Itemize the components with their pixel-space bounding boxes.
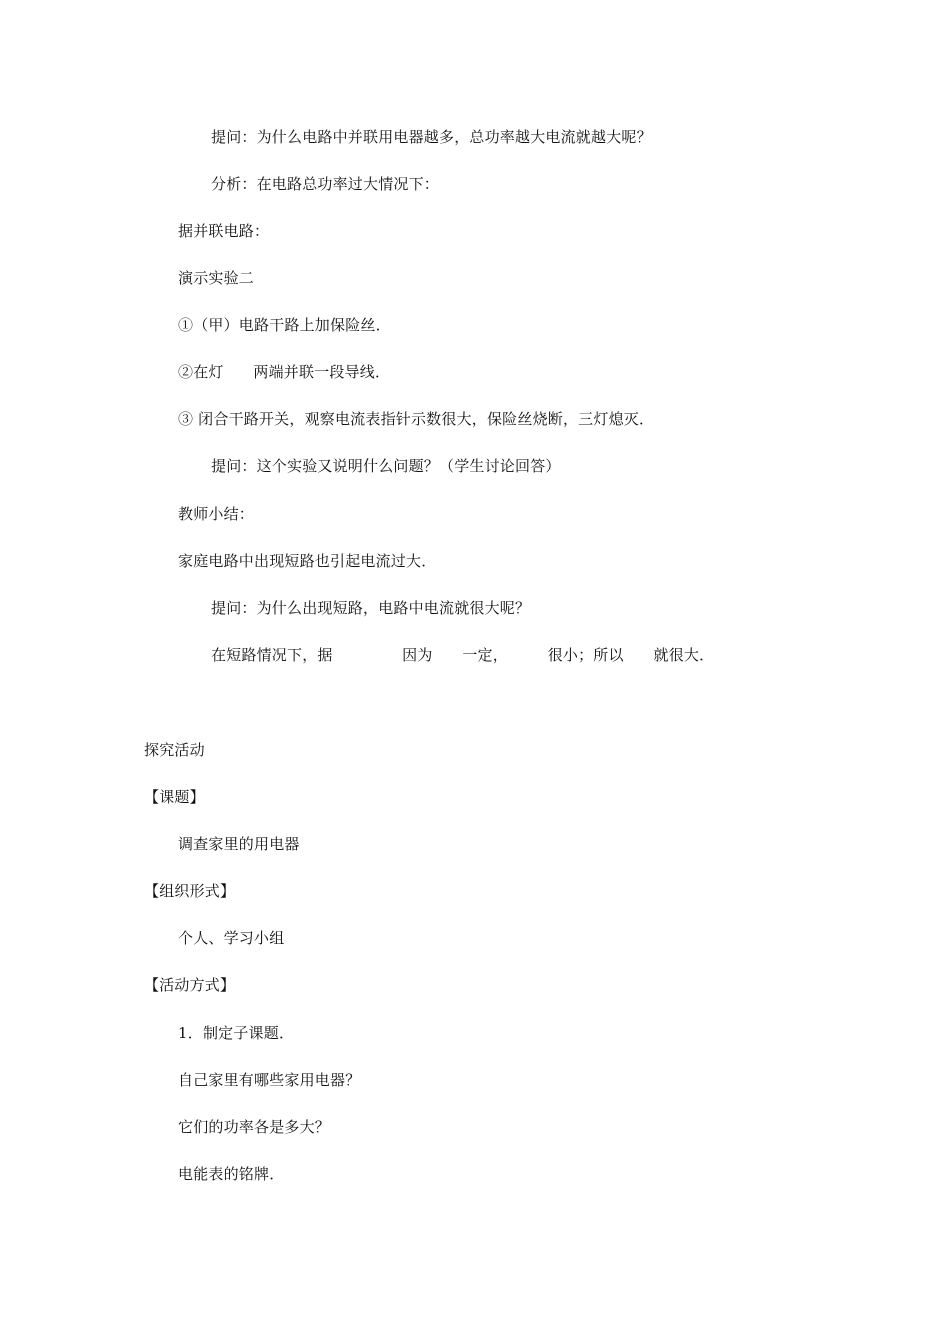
method-step-1: 1．制定子课题．: [178, 1024, 295, 1042]
organization-text: 个人、学习小组: [178, 929, 285, 947]
activity-method-label: 【活动方式】: [144, 976, 236, 994]
experiment-step-1: ①（甲）电路干路上加保险丝．: [178, 316, 391, 334]
topic-label: 【课题】: [144, 788, 205, 806]
question-experiment: 提问：这个实验又说明什么问题？（学生讨论回答）: [211, 457, 561, 475]
sub-question-meter: 电能表的铭牌．: [178, 1165, 285, 1183]
sub-question-appliances: 自己家里有哪些家用电器？: [178, 1071, 361, 1089]
teacher-summary-label: 教师小结：: [178, 505, 255, 523]
experiment-step-3: ③ 闭合干路开关，观察电流表指针示数很大，保险丝烧断，三灯熄灭．: [178, 410, 655, 428]
analysis-overpower: 分析：在电路总功率过大情况下：: [211, 175, 440, 193]
demo-experiment-heading: 演示实验二: [178, 269, 255, 287]
sub-question-power: 它们的功率各是多大？: [178, 1118, 331, 1136]
topic-text: 调查家里的用电器: [178, 835, 300, 853]
parallel-circuit-note: 据并联电路：: [178, 222, 270, 240]
short-circuit-explanation: 在短路情况下，据 因为 一定， 很小；所以 就很大．: [211, 646, 715, 664]
short-circuit-statement: 家庭电路中出现短路也引起电流过大．: [178, 552, 437, 570]
experiment-step-2: ②在灯 两端并联一段导线．: [178, 363, 391, 381]
organization-label: 【组织形式】: [144, 882, 236, 900]
inquiry-activity-heading: 探究活动: [144, 741, 205, 759]
question-short-circuit: 提问：为什么出现短路，电路中电流就很大呢？: [211, 599, 531, 617]
question-parallel-power: 提问：为什么电路中并联用电器越多，总功率越大电流就越大呢？: [211, 128, 652, 146]
